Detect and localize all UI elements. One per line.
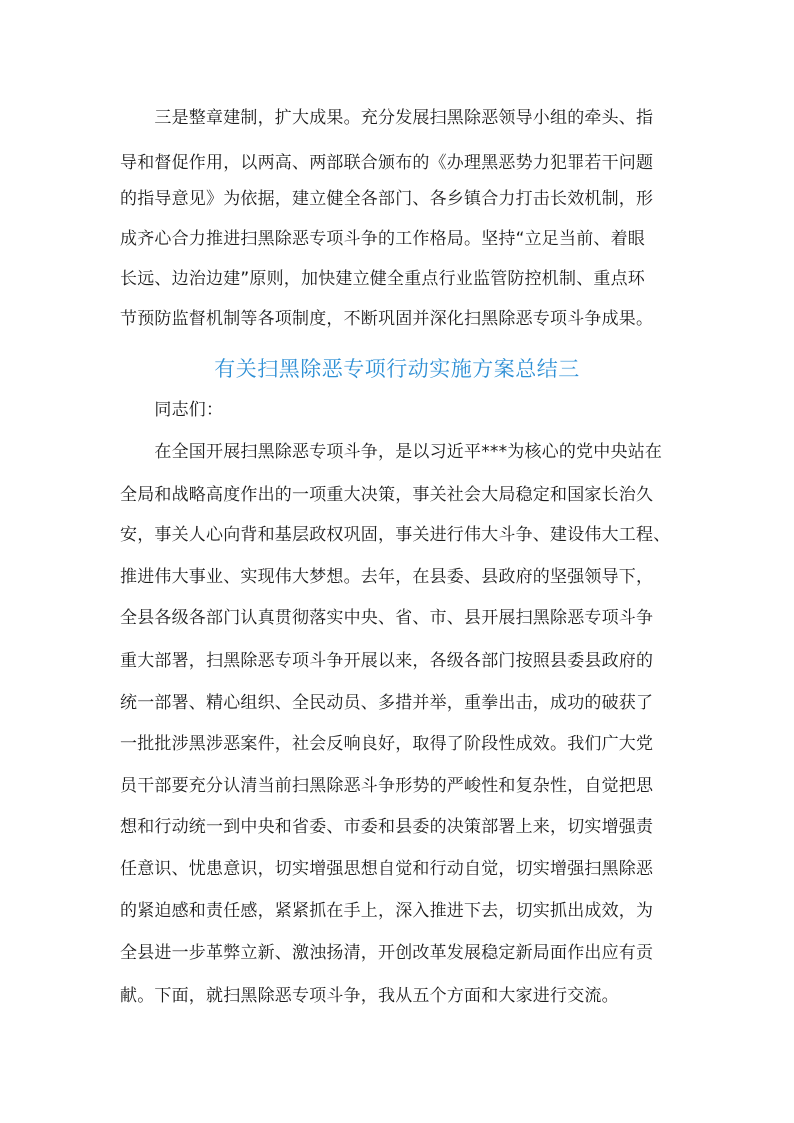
body-line-13: 全县进一步革弊立新、激浊扬清，开创改革发展稳定新局面作出应有贡 (120, 943, 654, 963)
body-line-6: 重大部署，扫黑除恶专项斗争开展以来，各级各部门按照县委县政府的 (120, 651, 654, 671)
salutation: 同志们： (120, 400, 224, 420)
body-line-12: 的紧迫感和责任感，紧紧抓在手上，深入推进下去，切实抓出成效，为 (120, 901, 654, 921)
body-line-14: 献。下面，就扫黑除恶专项斗争，我从五个方面和大家进行交流。 (120, 986, 619, 1006)
body-line-5: 全县各级各部门认真贯彻落实中央、省、市、县开展扫黑除恶专项斗争 (120, 608, 654, 628)
body-line-10: 想和行动统一到中央和省委、市委和县委的决策部署上来，切实增强责 (120, 817, 654, 837)
section-three-line-2: 导和督促作用，以两高、两部联合颁布的《办理黑恶势力犯罪若干问题 (120, 153, 654, 173)
section-three-line-3: 的指导意见》为依据，建立健全各部门、各乡镇合力打击长效机制，形 (120, 189, 654, 209)
body-line-1: 在全国开展扫黑除恶专项斗争，是以习近平***为核心的党中央站在 (120, 442, 663, 462)
section-three-line-6: 节预防监督机制等各项制度，不断巩固并深化扫黑除恶专项斗争成果。 (120, 309, 654, 329)
body-line-4: 推进伟大事业、实现伟大梦想。去年，在县委、县政府的坚强领导下， (120, 567, 654, 587)
body-line-7: 统一部署、精心组织、全民动员、多措并举，重拳出击，成功的破获了 (120, 693, 654, 713)
section-three-line-5: 长远、边治边建”原则，加快建立健全重点行业监管防控机制、重点环 (120, 269, 646, 289)
section-three-line-4: 成齐心合力推进扫黑除恶专项斗争的工作格局。坚持“立足当前、着眼 (120, 229, 646, 249)
section-heading: 有关扫黑除恶专项行动实施方案总结三 (214, 357, 580, 381)
body-line-8: 一批批涉黑涉恶案件，社会反响良好，取得了阶段性成效。我们广大党 (120, 734, 654, 754)
body-line-9: 员干部要充分认清当前扫黑除恶斗争形势的严峻性和复杂性，自觉把思 (120, 776, 654, 796)
body-line-11: 任意识、忧患意识，切实增强思想自觉和行动自觉，切实增强扫黑除恶 (120, 859, 654, 879)
body-line-2: 全局和战略高度作出的一项重大决策，事关社会大局稳定和国家长治久 (120, 485, 654, 505)
section-three-line-1: 三是整章建制，扩大成果。充分发展扫黑除恶领导小组的牵头、指 (120, 108, 654, 128)
body-line-3: 安，事关人心向背和基层政权巩固，事关进行伟大斗争、建设伟大工程、 (120, 525, 671, 545)
